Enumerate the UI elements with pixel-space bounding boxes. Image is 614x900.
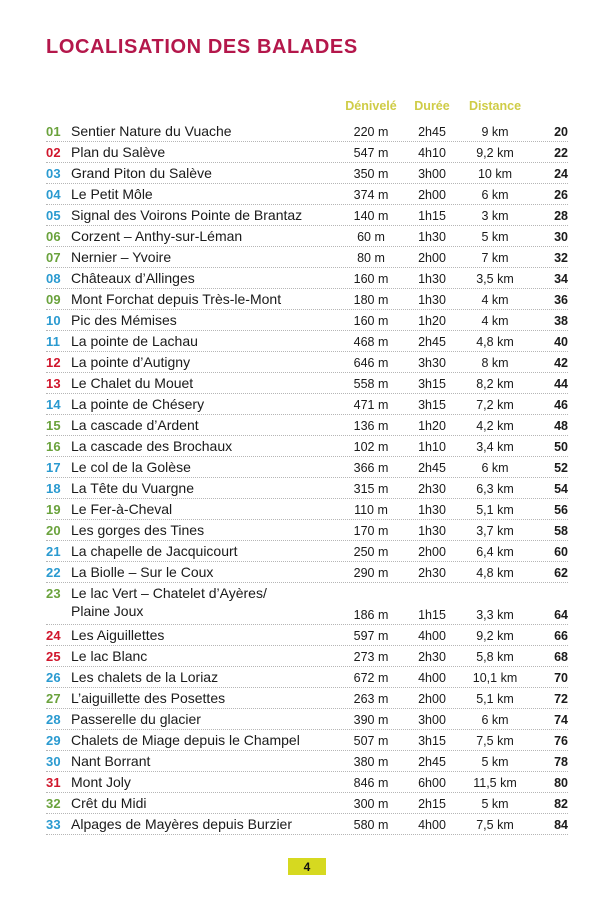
balade-name-line1: Corzent – Anthy-sur-Léman bbox=[71, 228, 243, 244]
balade-name bbox=[71, 816, 292, 832]
page-reference: 24 bbox=[554, 167, 568, 181]
row-number: 10 bbox=[46, 313, 61, 328]
distance-value: 3,3 km bbox=[476, 608, 514, 622]
denivele-value: 300 m bbox=[353, 797, 389, 811]
distance-value: 6 km bbox=[481, 461, 509, 475]
balade-name-line1: Signal des Voirons Pointe de Brantaz bbox=[71, 207, 303, 223]
balade-name-line1: Le Fer-à-Cheval bbox=[71, 501, 173, 517]
row-number: 01 bbox=[46, 124, 61, 139]
table-row[interactable] bbox=[46, 541, 568, 562]
balade-name-line2: Plaine Joux bbox=[71, 603, 144, 619]
page-reference: 72 bbox=[554, 692, 568, 706]
denivele-value: 597 m bbox=[353, 629, 389, 643]
table-row[interactable] bbox=[46, 226, 568, 247]
row-number: 03 bbox=[46, 166, 61, 181]
balade-name bbox=[71, 165, 212, 181]
row-number: 31 bbox=[46, 775, 61, 790]
page-reference: 42 bbox=[554, 356, 568, 370]
balade-name bbox=[71, 585, 267, 619]
denivele-value: 60 m bbox=[357, 230, 385, 244]
duree-value: 4h00 bbox=[418, 671, 446, 685]
column-header-denivele: Dénivelé bbox=[345, 99, 397, 113]
page-reference: 84 bbox=[554, 818, 568, 832]
row-number: 25 bbox=[46, 649, 61, 664]
row-number: 05 bbox=[46, 208, 61, 223]
table-row[interactable] bbox=[46, 310, 568, 331]
table-row[interactable] bbox=[46, 268, 568, 289]
denivele-value: 672 m bbox=[353, 671, 389, 685]
balade-name bbox=[71, 375, 193, 391]
duree-value: 2h00 bbox=[418, 188, 446, 202]
page-reference: 64 bbox=[554, 608, 568, 622]
duree-value: 4h10 bbox=[418, 146, 446, 160]
duree-value: 3h00 bbox=[418, 713, 446, 727]
denivele-value: 350 m bbox=[353, 167, 389, 181]
balade-name bbox=[71, 732, 300, 748]
distance-value: 7,5 km bbox=[476, 734, 514, 748]
denivele-value: 102 m bbox=[353, 440, 389, 454]
balade-name bbox=[71, 228, 242, 244]
page-reference: 50 bbox=[554, 440, 568, 454]
distance-value: 8 km bbox=[481, 356, 509, 370]
row-number: 33 bbox=[46, 817, 61, 832]
balade-name-line1: Passerelle du glacier bbox=[71, 711, 201, 727]
denivele-value: 580 m bbox=[353, 818, 389, 832]
balade-name bbox=[71, 564, 213, 580]
balade-name-line1: La cascade des Brochaux bbox=[71, 438, 233, 454]
duree-value: 2h30 bbox=[418, 650, 446, 664]
duree-value: 2h00 bbox=[418, 251, 446, 265]
table-row[interactable] bbox=[46, 562, 568, 583]
distance-value: 3,5 km bbox=[476, 272, 514, 286]
balade-name-line1: La Biolle – Sur le Coux bbox=[71, 564, 214, 580]
page-reference: 78 bbox=[554, 755, 568, 769]
balade-name bbox=[71, 186, 153, 202]
balade-name-line1: Mont Joly bbox=[71, 774, 131, 790]
duree-value: 1h20 bbox=[418, 419, 446, 433]
duree-value: 2h30 bbox=[418, 566, 446, 580]
duree-value: 2h45 bbox=[418, 755, 446, 769]
distance-value: 6,4 km bbox=[476, 545, 514, 559]
balade-name bbox=[71, 522, 204, 538]
denivele-value: 140 m bbox=[353, 209, 389, 223]
page-reference: 70 bbox=[554, 671, 568, 685]
balade-name bbox=[71, 774, 131, 790]
page-reference: 68 bbox=[554, 650, 568, 664]
balade-name-line1: Pic des Mémises bbox=[71, 312, 177, 328]
row-number: 04 bbox=[46, 187, 61, 202]
table-row[interactable] bbox=[46, 142, 568, 163]
balade-name-line1: Les gorges des Tines bbox=[71, 522, 205, 538]
distance-value: 5,1 km bbox=[476, 692, 514, 706]
row-number: 26 bbox=[46, 670, 61, 685]
table-row[interactable] bbox=[46, 520, 568, 541]
balades-table bbox=[46, 121, 568, 835]
denivele-value: 558 m bbox=[353, 377, 389, 391]
table-row[interactable] bbox=[46, 625, 568, 646]
distance-value: 10,1 km bbox=[472, 671, 518, 685]
distance-value: 4 km bbox=[481, 314, 509, 328]
denivele-value: 186 m bbox=[353, 608, 389, 622]
balade-name-line1: Chalets de Miage depuis le Champel bbox=[71, 732, 300, 748]
table-row[interactable] bbox=[46, 688, 568, 709]
row-number: 07 bbox=[46, 250, 61, 265]
row-number: 09 bbox=[46, 292, 61, 307]
row-number: 29 bbox=[46, 733, 61, 748]
denivele-value: 136 m bbox=[353, 419, 389, 433]
row-number: 22 bbox=[46, 565, 61, 580]
column-headers bbox=[46, 99, 568, 115]
balade-name bbox=[71, 312, 177, 328]
page-reference: 52 bbox=[554, 461, 568, 475]
denivele-value: 263 m bbox=[353, 692, 389, 706]
duree-value: 1h15 bbox=[418, 608, 446, 622]
table-row[interactable] bbox=[46, 394, 568, 415]
balade-name bbox=[71, 459, 191, 475]
balade-name bbox=[71, 417, 199, 433]
balade-name bbox=[71, 753, 150, 769]
balade-name-line1: Le Petit Môle bbox=[71, 186, 153, 202]
row-number: 30 bbox=[46, 754, 61, 769]
balade-name bbox=[71, 648, 147, 664]
distance-value: 5 km bbox=[481, 230, 509, 244]
duree-value: 3h15 bbox=[418, 377, 446, 391]
distance-value: 9,2 km bbox=[476, 629, 514, 643]
row-number: 08 bbox=[46, 271, 61, 286]
row-number: 06 bbox=[46, 229, 61, 244]
distance-value: 3 km bbox=[481, 209, 509, 223]
denivele-value: 160 m bbox=[353, 314, 389, 328]
table-row[interactable] bbox=[46, 436, 568, 457]
page-reference: 46 bbox=[554, 398, 568, 412]
denivele-value: 846 m bbox=[353, 776, 389, 790]
balade-name bbox=[71, 438, 232, 454]
duree-value: 1h15 bbox=[418, 209, 446, 223]
duree-value: 6h00 bbox=[418, 776, 446, 790]
denivele-value: 273 m bbox=[353, 650, 389, 664]
balade-name bbox=[71, 291, 281, 307]
row-number: 20 bbox=[46, 523, 61, 538]
balade-name-line1: La pointe d’Autigny bbox=[71, 354, 191, 370]
row-number: 32 bbox=[46, 796, 61, 811]
row-number: 23 bbox=[46, 586, 61, 601]
balade-name-line1: Crêt du Midi bbox=[71, 795, 147, 811]
table-row[interactable] bbox=[46, 289, 568, 310]
balade-name-line1: Plan du Salève bbox=[71, 144, 166, 160]
denivele-value: 160 m bbox=[353, 272, 389, 286]
denivele-value: 468 m bbox=[353, 335, 389, 349]
denivele-value: 390 m bbox=[353, 713, 389, 727]
row-number: 15 bbox=[46, 418, 61, 433]
duree-value: 2h15 bbox=[418, 797, 446, 811]
table-row[interactable] bbox=[46, 352, 568, 373]
duree-value: 2h45 bbox=[418, 335, 446, 349]
balade-name-line1: Alpages de Mayères depuis Burzier bbox=[71, 816, 293, 832]
table-row[interactable] bbox=[46, 457, 568, 478]
balade-name-line1: Le col de la Golèse bbox=[71, 459, 191, 475]
duree-value: 3h15 bbox=[418, 734, 446, 748]
balade-name-line1: La cascade d’Ardent bbox=[71, 417, 199, 433]
page-reference: 34 bbox=[554, 272, 568, 286]
row-number: 13 bbox=[46, 376, 61, 391]
table-row[interactable] bbox=[46, 163, 568, 184]
duree-value: 1h30 bbox=[418, 524, 446, 538]
balade-name bbox=[71, 396, 204, 412]
duree-value: 4h00 bbox=[418, 818, 446, 832]
denivele-value: 315 m bbox=[353, 482, 389, 496]
balade-name-line1: Châteaux d’Allinges bbox=[71, 270, 195, 286]
balade-name bbox=[71, 333, 198, 349]
table-row[interactable] bbox=[46, 772, 568, 793]
table-row[interactable] bbox=[46, 730, 568, 751]
duree-value: 1h10 bbox=[418, 440, 446, 454]
denivele-value: 220 m bbox=[353, 125, 389, 139]
table-row[interactable] bbox=[46, 583, 568, 625]
page-reference: 30 bbox=[554, 230, 568, 244]
balade-name bbox=[71, 711, 201, 727]
page-reference: 76 bbox=[554, 734, 568, 748]
distance-value: 11,5 km bbox=[473, 776, 517, 790]
denivele-value: 646 m bbox=[353, 356, 389, 370]
row-number: 27 bbox=[46, 691, 61, 706]
distance-value: 3,7 km bbox=[476, 524, 514, 538]
page-reference: 38 bbox=[554, 314, 568, 328]
row-number: 21 bbox=[46, 544, 61, 559]
distance-value: 4,2 km bbox=[476, 419, 514, 433]
balade-name bbox=[71, 123, 232, 139]
page-reference: 28 bbox=[554, 209, 568, 223]
page-reference: 60 bbox=[554, 545, 568, 559]
table-row[interactable] bbox=[46, 646, 568, 667]
distance-value: 7,2 km bbox=[476, 398, 514, 412]
balade-name-line1: Le lac Blanc bbox=[71, 648, 148, 664]
distance-value: 7,5 km bbox=[476, 818, 514, 832]
duree-value: 2h45 bbox=[418, 125, 446, 139]
denivele-value: 180 m bbox=[353, 293, 389, 307]
denivele-value: 110 m bbox=[354, 503, 388, 517]
balade-name bbox=[71, 543, 238, 559]
balade-name-line1: L’aiguillette des Posettes bbox=[71, 690, 226, 706]
balade-name bbox=[71, 144, 165, 160]
page-reference: 80 bbox=[554, 776, 568, 790]
table-row[interactable] bbox=[46, 415, 568, 436]
balade-name-line1: Les Aiguillettes bbox=[71, 627, 165, 643]
duree-value: 3h30 bbox=[418, 356, 446, 370]
balade-name-line1: Mont Forchat depuis Très-le-Mont bbox=[71, 291, 282, 307]
distance-value: 3,4 km bbox=[476, 440, 514, 454]
page-reference: 32 bbox=[554, 251, 568, 265]
page-reference: 26 bbox=[554, 188, 568, 202]
balade-name-line1: Grand Piton du Salève bbox=[71, 165, 212, 181]
row-number: 12 bbox=[46, 355, 61, 370]
column-header-duree: Durée bbox=[414, 99, 450, 113]
balade-name-line1: Nant Borrant bbox=[71, 753, 151, 769]
balade-name bbox=[71, 501, 172, 517]
duree-value: 3h00 bbox=[418, 167, 446, 181]
page-reference: 82 bbox=[554, 797, 568, 811]
distance-value: 6 km bbox=[481, 713, 509, 727]
distance-value: 5 km bbox=[481, 797, 509, 811]
duree-value: 1h20 bbox=[418, 314, 446, 328]
page-reference: 56 bbox=[554, 503, 568, 517]
row-number: 18 bbox=[46, 481, 61, 496]
distance-value: 9,2 km bbox=[476, 146, 514, 160]
balade-name bbox=[71, 795, 146, 811]
balade-name bbox=[71, 354, 190, 370]
balade-name bbox=[71, 270, 195, 286]
balade-name-line1: Les chalets de la Loriaz bbox=[71, 669, 219, 685]
row-number: 16 bbox=[46, 439, 61, 454]
page-reference: 58 bbox=[554, 524, 568, 538]
denivele-value: 374 m bbox=[353, 188, 389, 202]
duree-value: 4h00 bbox=[418, 629, 446, 643]
duree-value: 2h00 bbox=[418, 692, 446, 706]
distance-value: 5 km bbox=[481, 755, 509, 769]
balade-name bbox=[71, 480, 194, 496]
table-row[interactable] bbox=[46, 499, 568, 520]
table-row[interactable] bbox=[46, 331, 568, 352]
balade-name bbox=[71, 207, 302, 223]
balade-name-line1: La pointe de Chésery bbox=[71, 396, 205, 412]
table-row[interactable] bbox=[46, 709, 568, 730]
page-reference: 40 bbox=[554, 335, 568, 349]
table-row[interactable] bbox=[46, 814, 568, 835]
page-title: LOCALISATION DES BALADES bbox=[46, 36, 358, 58]
balade-name-line1: La Tête du Vuargne bbox=[71, 480, 194, 496]
balade-name-line1: La chapelle de Jacquicourt bbox=[71, 543, 238, 559]
denivele-value: 170 m bbox=[353, 524, 389, 538]
distance-value: 10 km bbox=[477, 167, 513, 181]
duree-value: 1h30 bbox=[418, 230, 446, 244]
row-number: 28 bbox=[46, 712, 61, 727]
balade-name bbox=[71, 669, 218, 685]
distance-value: 4,8 km bbox=[476, 566, 514, 580]
row-number: 14 bbox=[46, 397, 61, 412]
page-reference: 66 bbox=[554, 629, 568, 643]
page-reference: 22 bbox=[554, 146, 568, 160]
balade-name-line1: Sentier Nature du Vuache bbox=[71, 123, 232, 139]
page-reference: 44 bbox=[554, 377, 568, 391]
row-number: 02 bbox=[46, 145, 61, 160]
page-reference: 36 bbox=[554, 293, 568, 307]
page-reference: 54 bbox=[554, 482, 568, 496]
distance-value: 8,2 km bbox=[476, 377, 514, 391]
denivele-value: 80 m bbox=[357, 251, 385, 265]
table-row[interactable] bbox=[46, 121, 568, 142]
table-row[interactable] bbox=[46, 667, 568, 688]
table-row[interactable] bbox=[46, 373, 568, 394]
distance-value: 5,8 km bbox=[476, 650, 514, 664]
page-number-badge: 4 bbox=[288, 858, 326, 875]
row-number: 24 bbox=[46, 628, 61, 643]
balade-name-line1: Le lac Vert – Chatelet d’Ayères/ bbox=[71, 585, 267, 601]
row-number: 17 bbox=[46, 460, 61, 475]
denivele-value: 547 m bbox=[353, 146, 389, 160]
distance-value: 9 km bbox=[481, 125, 509, 139]
denivele-value: 366 m bbox=[353, 461, 389, 475]
table-row[interactable] bbox=[46, 205, 568, 226]
page-reference: 20 bbox=[554, 125, 568, 139]
duree-value: 2h45 bbox=[418, 461, 446, 475]
table-row[interactable] bbox=[46, 247, 568, 268]
page-reference: 62 bbox=[554, 566, 568, 580]
balade-name bbox=[71, 690, 225, 706]
distance-value: 4,8 km bbox=[476, 335, 514, 349]
table-row[interactable] bbox=[46, 751, 568, 772]
row-number: 11 bbox=[46, 334, 61, 349]
table-row[interactable] bbox=[46, 184, 568, 205]
duree-value: 2h00 bbox=[418, 545, 446, 559]
balade-name bbox=[71, 249, 171, 265]
duree-value: 3h15 bbox=[418, 398, 446, 412]
balade-name-line1: Nernier – Yvoire bbox=[71, 249, 172, 265]
denivele-value: 380 m bbox=[353, 755, 389, 769]
row-number: 19 bbox=[46, 502, 61, 517]
duree-value: 1h30 bbox=[418, 503, 446, 517]
duree-value: 1h30 bbox=[418, 293, 446, 307]
distance-value: 5,1 km bbox=[476, 503, 514, 517]
balade-name bbox=[71, 627, 164, 643]
denivele-value: 290 m bbox=[353, 566, 389, 580]
page-reference: 48 bbox=[554, 419, 568, 433]
distance-value: 6,3 km bbox=[476, 482, 514, 496]
table-row[interactable] bbox=[46, 478, 568, 499]
denivele-value: 471 m bbox=[353, 398, 389, 412]
table-row[interactable] bbox=[46, 793, 568, 814]
duree-value: 1h30 bbox=[418, 272, 446, 286]
distance-value: 6 km bbox=[481, 188, 509, 202]
distance-value: 7 km bbox=[481, 251, 509, 265]
page-reference: 74 bbox=[554, 713, 568, 727]
denivele-value: 250 m bbox=[353, 545, 389, 559]
denivele-value: 507 m bbox=[353, 734, 389, 748]
balade-name-line1: La pointe de Lachau bbox=[71, 333, 198, 349]
distance-value: 4 km bbox=[481, 293, 509, 307]
duree-value: 2h30 bbox=[418, 482, 446, 496]
column-header-distance: Distance bbox=[468, 99, 522, 113]
balade-name-line1: Le Chalet du Mouet bbox=[71, 375, 194, 391]
